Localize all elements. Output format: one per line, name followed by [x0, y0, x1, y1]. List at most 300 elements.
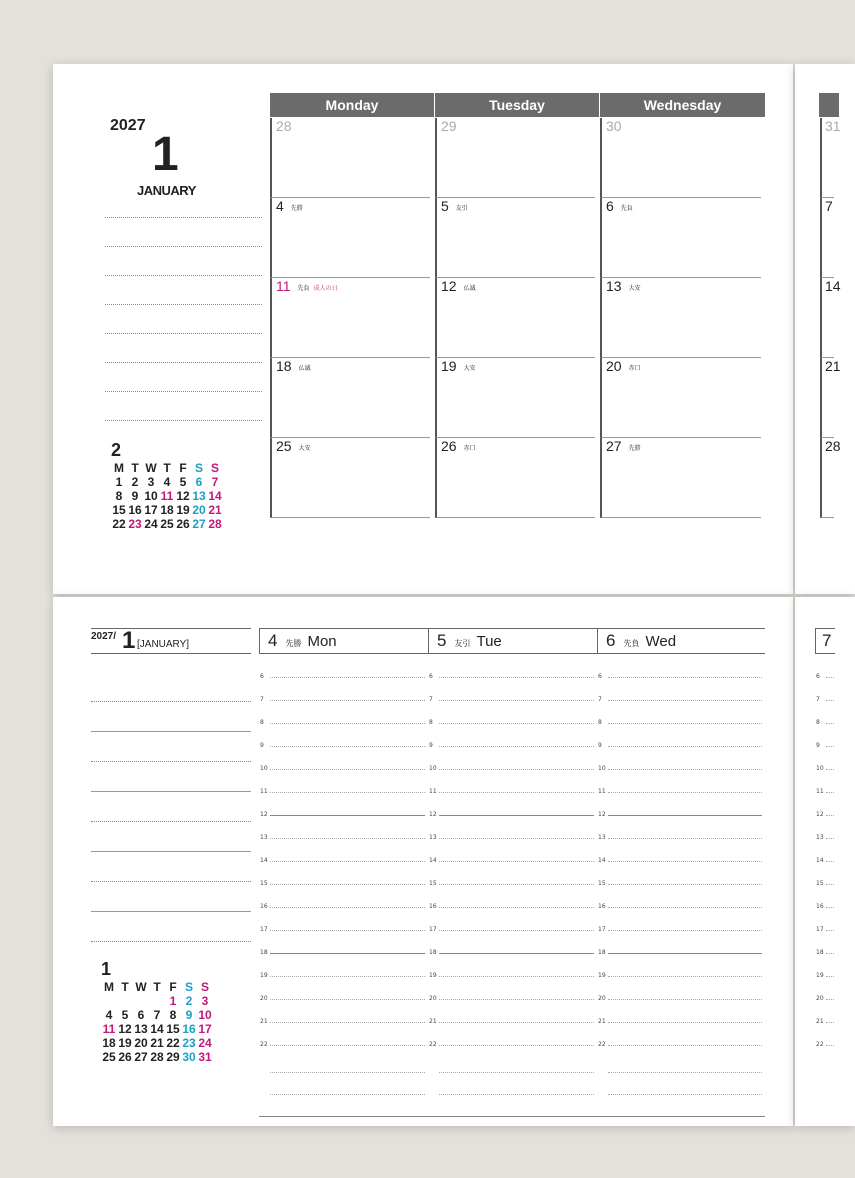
hour-label: 21 [429, 1018, 437, 1025]
hour-label: 18 [260, 949, 268, 956]
mini-day: 1 [115, 475, 123, 489]
mini-day: 3 [147, 475, 155, 489]
peek-hour-line [826, 677, 834, 678]
memo-line [91, 731, 251, 732]
mini-day: 5 [121, 1008, 129, 1022]
weekday-header: Tuesday [435, 93, 599, 117]
mini-day: 24 [144, 517, 158, 531]
hour-label: 15 [598, 880, 606, 887]
hour-label: 15 [429, 880, 437, 887]
hour-label: 6 [429, 673, 433, 680]
mini-day: 14 [150, 1022, 164, 1036]
day-cell[interactable] [270, 438, 430, 518]
day-cell[interactable] [270, 358, 430, 438]
memo-line [91, 941, 251, 942]
memo-line [105, 275, 262, 276]
hour-label: 19 [429, 972, 437, 979]
mini-day: 23 [128, 517, 142, 531]
hour-label: 11 [260, 788, 268, 795]
hour-line[interactable] [608, 861, 762, 862]
peek-hour-label: 20 [816, 995, 824, 1002]
rokuyo-label: 大安 [463, 365, 476, 372]
mini-day: 28 [150, 1050, 164, 1064]
hour-line[interactable] [608, 930, 762, 931]
day-number-text: 20 [606, 358, 622, 374]
mini-day: 2 [131, 475, 139, 489]
peek-day-cell: 21 [820, 358, 834, 438]
mini-day: 8 [115, 489, 123, 503]
hour-label: 8 [260, 719, 264, 726]
day-cell[interactable] [270, 278, 430, 358]
weekday-header: Monday [270, 93, 434, 117]
peek-day-cell: 7 [820, 198, 834, 278]
peek-hour-line [826, 815, 834, 816]
peek-hour-label: 11 [816, 788, 824, 795]
day-number-text: 27 [606, 438, 622, 454]
hour-line[interactable] [270, 838, 425, 839]
mini-day: 7 [153, 1008, 161, 1022]
hour-line[interactable] [439, 838, 594, 839]
day-number-text: 5 [441, 198, 449, 214]
hour-line[interactable] [439, 1045, 594, 1046]
weekday-header: Wednesday [600, 93, 765, 117]
dow-label: F [169, 980, 177, 994]
mini-day: 13 [192, 489, 206, 503]
hour-line[interactable] [439, 930, 594, 931]
next-weekly-page [795, 597, 855, 1126]
mini-day: 22 [166, 1036, 180, 1050]
hour-label: 13 [598, 834, 606, 841]
bottom-rule [259, 1116, 765, 1117]
day-number [441, 118, 457, 134]
mini-day [117, 994, 133, 1008]
peek-hour-label: 19 [816, 972, 824, 979]
peek-hour-line [826, 884, 834, 885]
hour-label: 10 [598, 765, 606, 772]
hour-line[interactable] [270, 884, 425, 885]
weekly-day-header[interactable] [597, 628, 765, 654]
hour-label: 10 [260, 765, 268, 772]
mini-day: 12 [118, 1022, 132, 1036]
hour-line[interactable] [439, 746, 594, 747]
hour-line[interactable] [270, 861, 425, 862]
memo-line [91, 791, 251, 792]
hour-label: 7 [429, 696, 433, 703]
hour-label: 16 [429, 903, 437, 910]
mini-day: 4 [105, 1008, 113, 1022]
hour-line[interactable] [439, 723, 594, 724]
peek-hour-label: 14 [816, 857, 824, 864]
extra-line[interactable] [270, 1094, 425, 1095]
rokuyo-label: 先勝 [290, 205, 303, 212]
peek-hour-line [826, 999, 834, 1000]
memo-line [91, 761, 251, 762]
peek-header [819, 93, 839, 117]
hour-label: 15 [260, 880, 268, 887]
hour-label: 9 [429, 742, 433, 749]
hour-line[interactable] [608, 953, 762, 954]
mini-day: 16 [128, 503, 142, 517]
hour-line[interactable] [270, 815, 425, 816]
peek-hour-label: 18 [816, 949, 824, 956]
hour-line[interactable] [270, 677, 425, 678]
mini-day: 27 [134, 1050, 148, 1064]
hour-line[interactable] [439, 769, 594, 770]
day-number [276, 278, 338, 294]
hour-label: 20 [429, 995, 437, 1002]
hour-line[interactable] [608, 769, 762, 770]
peek-hour-line [826, 769, 834, 770]
hour-line[interactable] [439, 1022, 594, 1023]
memo-line [105, 304, 262, 305]
day-cell[interactable] [600, 118, 761, 198]
day-cell[interactable] [600, 358, 761, 438]
dow-label: S [210, 461, 219, 475]
hour-line[interactable] [270, 907, 425, 908]
mini-day: 28 [208, 517, 222, 531]
mini-day: 7 [211, 475, 219, 489]
dow-label: T [153, 980, 161, 994]
mini-day: 24 [198, 1036, 212, 1050]
day-cell[interactable] [435, 438, 595, 518]
mini-day: 8 [169, 1008, 177, 1022]
day-number [606, 278, 641, 294]
hour-line[interactable] [608, 999, 762, 1000]
peek-hour-line [826, 976, 834, 977]
peek-hour-label: 13 [816, 834, 824, 841]
hour-line[interactable] [439, 999, 594, 1000]
mini-day: 17 [198, 1022, 212, 1036]
hour-line[interactable] [270, 746, 425, 747]
rokuyo-label: 友引 [455, 205, 468, 212]
hour-line[interactable] [439, 815, 594, 816]
memo-line [91, 881, 251, 882]
hour-label: 22 [429, 1041, 437, 1048]
dow-label: T [131, 461, 139, 475]
day-number [276, 118, 292, 134]
rokuyo-label: 先勝 [628, 445, 641, 452]
hour-label: 14 [260, 857, 268, 864]
peek-day-cell: 14 [820, 278, 834, 358]
day-cell[interactable] [435, 118, 595, 198]
dow-label: T [121, 980, 129, 994]
rokuyo-label: 赤口 [463, 445, 476, 452]
hour-line[interactable] [270, 976, 425, 977]
day-cell[interactable] [600, 198, 761, 278]
dow-label: S [194, 461, 203, 475]
hour-label: 16 [598, 903, 606, 910]
peek-hour-line [826, 930, 834, 931]
peek-hour-label: 15 [816, 880, 824, 887]
weekly-rokuyo: 友引 [454, 639, 471, 648]
hour-line[interactable] [608, 746, 762, 747]
mini-day [133, 994, 149, 1008]
hour-label: 8 [598, 719, 602, 726]
hour-line[interactable] [270, 723, 425, 724]
hour-line[interactable] [608, 815, 762, 816]
day-number-text: 4 [276, 198, 284, 214]
weekly-title-box [91, 628, 251, 654]
hour-label: 21 [260, 1018, 268, 1025]
mini-day: 2 [185, 994, 193, 1008]
mini-day: 11 [102, 1022, 116, 1036]
hour-label: 22 [260, 1041, 268, 1048]
mini-calendar-title: 2 [111, 440, 122, 460]
day-number [441, 198, 468, 214]
month-year: 2027 [110, 117, 146, 134]
hour-label: 12 [429, 811, 437, 818]
weekly-year: 2027/ [91, 631, 117, 642]
mini-day: 14 [208, 489, 222, 503]
peek-hour-label: 6 [816, 673, 820, 680]
day-number-text: 12 [441, 278, 457, 294]
memo-line [105, 391, 262, 392]
hour-line[interactable] [270, 1045, 425, 1046]
mini-calendar-title: 1 [101, 959, 112, 979]
hour-line[interactable] [608, 723, 762, 724]
day-number [276, 198, 303, 214]
memo-line [105, 217, 262, 218]
mini-day: 26 [176, 517, 190, 531]
mini-day: 11 [160, 489, 174, 503]
memo-line [91, 911, 251, 912]
hour-line[interactable] [608, 700, 762, 701]
mini-day [101, 994, 117, 1008]
rokuyo-label: 仏滅 [463, 285, 476, 292]
day-number-text: 26 [441, 438, 457, 454]
weekly-day-number: 4 [268, 631, 278, 650]
mini-day: 26 [118, 1050, 132, 1064]
day-number [606, 118, 622, 134]
hour-line[interactable] [439, 884, 594, 885]
peek-day-cell: 28 [820, 438, 834, 518]
hour-line[interactable] [270, 792, 425, 793]
weekly-month-name: [JANUARY] [137, 639, 190, 650]
hour-line[interactable] [270, 769, 425, 770]
hour-label: 20 [598, 995, 606, 1002]
hour-label: 8 [429, 719, 433, 726]
hour-line[interactable] [439, 861, 594, 862]
hour-line[interactable] [439, 907, 594, 908]
day-number-text: 29 [441, 118, 457, 134]
hour-line[interactable] [608, 884, 762, 885]
month-number: 1 [152, 128, 179, 181]
mini-day: 15 [112, 503, 126, 517]
hour-label: 18 [429, 949, 437, 956]
day-number-text: 30 [606, 118, 622, 134]
mini-day: 16 [182, 1022, 196, 1036]
hour-line[interactable] [439, 677, 594, 678]
peek-hour-line [826, 723, 834, 724]
mini-day: 29 [166, 1050, 180, 1064]
mini-day: 6 [195, 475, 203, 489]
peek-hour-line [826, 746, 834, 747]
hour-line[interactable] [608, 792, 762, 793]
day-cell[interactable] [600, 438, 761, 518]
mini-day: 10 [144, 489, 158, 503]
hour-label: 12 [598, 811, 606, 818]
peek-hour-label: 22 [816, 1041, 824, 1048]
hour-label: 19 [260, 972, 268, 979]
mini-day: 4 [163, 475, 171, 489]
mini-day: 9 [131, 489, 139, 503]
dow-label: W [145, 461, 157, 475]
peek-day-cell: 31 [820, 118, 834, 198]
hour-line[interactable] [270, 930, 425, 931]
hour-line[interactable] [608, 1045, 762, 1046]
hour-label: 11 [429, 788, 437, 795]
day-cell[interactable] [600, 278, 761, 358]
day-cell[interactable] [435, 198, 595, 278]
mini-day: 23 [182, 1036, 196, 1050]
peek-hour-label: 17 [816, 926, 824, 933]
peek-hour-label: 10 [816, 765, 824, 772]
hour-line[interactable] [608, 838, 762, 839]
hour-line[interactable] [439, 792, 594, 793]
holiday-label: 成人の日 [313, 285, 338, 292]
mini-day: 20 [192, 503, 206, 517]
mini-calendar-january [101, 959, 213, 1064]
hour-label: 20 [260, 995, 268, 1002]
extra-line[interactable] [439, 1094, 594, 1095]
memo-line [91, 851, 251, 852]
mini-day: 9 [185, 1008, 193, 1022]
rokuyo-label: 先負 [297, 285, 310, 292]
dow-label: T [163, 461, 171, 475]
memo-line [91, 701, 251, 702]
dow-label: S [200, 980, 209, 994]
day-number-text: 19 [441, 358, 457, 374]
extra-line[interactable] [608, 1094, 762, 1095]
hour-label: 9 [260, 742, 264, 749]
dow-label: F [179, 461, 187, 475]
peek-hour-label: 21 [816, 1018, 824, 1025]
hour-line[interactable] [608, 907, 762, 908]
day-number-text: 13 [606, 278, 622, 294]
hour-label: 6 [598, 673, 602, 680]
hour-label: 16 [260, 903, 268, 910]
hour-line[interactable] [439, 953, 594, 954]
hour-line[interactable] [608, 1022, 762, 1023]
rokuyo-label: 先負 [620, 205, 633, 212]
weekly-day-header[interactable] [259, 628, 428, 654]
mini-day: 6 [137, 1008, 145, 1022]
hour-label: 7 [260, 696, 264, 703]
mini-day: 12 [176, 489, 190, 503]
weekly-day-number: 6 [606, 631, 616, 650]
rokuyo-label: 仏滅 [298, 365, 311, 372]
hour-label: 13 [429, 834, 437, 841]
extra-line[interactable] [270, 1072, 425, 1073]
hour-label: 6 [260, 673, 264, 680]
day-cell[interactable] [270, 198, 430, 278]
weekly-dow: Tue [476, 633, 502, 650]
weekly-dow: Wed [645, 633, 677, 650]
day-cell[interactable] [435, 278, 595, 358]
hour-line[interactable] [608, 976, 762, 977]
weekly-day-header[interactable] [428, 628, 597, 654]
day-number-text: 6 [606, 198, 614, 214]
dow-label: M [114, 461, 124, 475]
hour-label: 17 [260, 926, 268, 933]
mini-day: 13 [134, 1022, 148, 1036]
mini-day: 1 [169, 994, 177, 1008]
weekly-month-number: 1 [122, 627, 136, 654]
mini-day: 22 [112, 517, 126, 531]
mini-calendar-february [111, 440, 223, 531]
hour-label: 7 [598, 696, 602, 703]
hour-label: 22 [598, 1041, 606, 1048]
day-cell[interactable] [435, 358, 595, 438]
rokuyo-label: 赤口 [628, 365, 641, 372]
hour-label: 17 [429, 926, 437, 933]
hour-line[interactable] [270, 999, 425, 1000]
mini-day: 3 [201, 994, 209, 1008]
mini-day: 27 [192, 517, 206, 531]
hour-label: 9 [598, 742, 602, 749]
day-number-text: 11 [276, 278, 291, 294]
month-name: JANUARY [137, 183, 196, 198]
day-number [606, 438, 641, 454]
hour-label: 13 [260, 834, 268, 841]
peek-hour-label: 12 [816, 811, 824, 818]
mini-day: 5 [179, 475, 187, 489]
peek-hour-line [826, 1045, 834, 1046]
peek-hour-label: 9 [816, 742, 820, 749]
mini-day: 10 [198, 1008, 212, 1022]
weekly-dow: Mon [307, 633, 337, 650]
hour-line[interactable] [439, 976, 594, 977]
hour-label: 14 [598, 857, 606, 864]
mini-day: 31 [198, 1050, 212, 1064]
mini-day: 18 [160, 503, 174, 517]
peek-hour-line [826, 953, 834, 954]
mini-day: 30 [182, 1050, 196, 1064]
peek-hour-line [826, 700, 834, 701]
day-number-text: 18 [276, 358, 292, 374]
dow-label: W [135, 980, 147, 994]
mini-day: 25 [160, 517, 174, 531]
day-number-text: 25 [276, 438, 292, 454]
peek-hour-line [826, 838, 834, 839]
extra-line[interactable] [608, 1072, 762, 1073]
hour-line[interactable] [270, 700, 425, 701]
extra-line[interactable] [439, 1072, 594, 1073]
hour-label: 11 [598, 788, 606, 795]
peek-hour-line [826, 792, 834, 793]
mini-day: 17 [144, 503, 158, 517]
peek-hour-line [826, 907, 834, 908]
day-number [276, 358, 311, 374]
mini-day: 20 [134, 1036, 148, 1050]
hour-label: 14 [429, 857, 437, 864]
memo-line [105, 333, 262, 334]
dow-label: M [104, 980, 114, 994]
hour-line[interactable] [270, 1022, 425, 1023]
peek-hour-label: 7 [816, 696, 820, 703]
hour-line[interactable] [439, 700, 594, 701]
hour-line[interactable] [270, 953, 425, 954]
day-number [441, 438, 476, 454]
hour-line[interactable] [608, 677, 762, 678]
mini-day: 19 [118, 1036, 132, 1050]
memo-line [91, 821, 251, 822]
mini-day: 21 [208, 503, 222, 517]
weekly-rokuyo: 先勝 [285, 639, 302, 648]
day-number [606, 358, 641, 374]
mini-day [149, 994, 165, 1008]
day-cell[interactable] [270, 118, 430, 198]
